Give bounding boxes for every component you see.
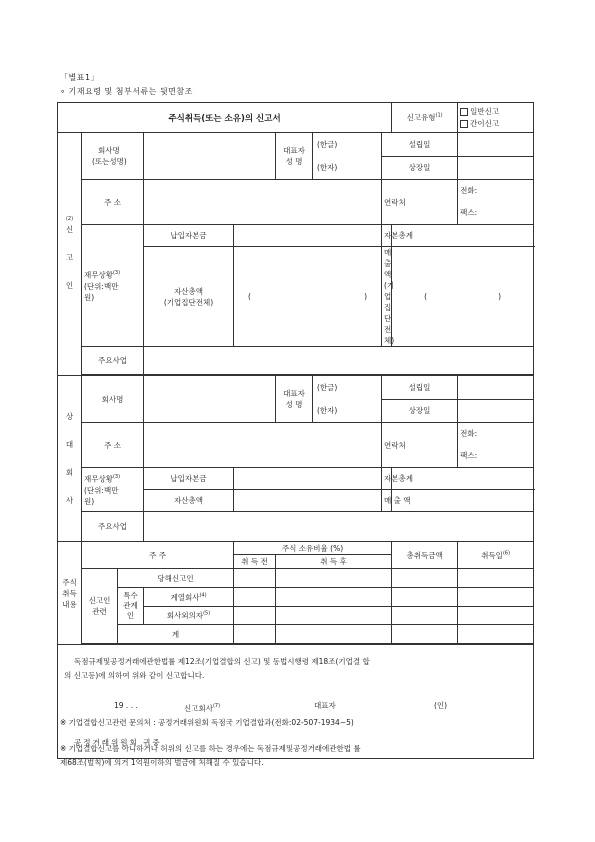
declaration-reporter: 신고회사(7) — [184, 703, 221, 713]
counterparty-rep-hanja[interactable]: (한자) — [317, 406, 338, 415]
reporter-financial-label: 재무상황$^{(3)}$ (단위:백만 원) — [82, 225, 144, 347]
general-report-option[interactable]: 일반신고 — [460, 106, 531, 118]
counterparty-company-name-label: 회사명 — [82, 376, 144, 423]
form-number: 「별표1」 — [60, 73, 100, 82]
counterparty-rep-korean[interactable]: (한글) — [317, 383, 338, 392]
reporter-phone-label: 전화: — [460, 186, 478, 195]
reporter-total-assets-field[interactable]: ( ) — [234, 247, 382, 347]
counterparty-founded-label: 설립일 — [382, 376, 458, 400]
total-before-field[interactable] — [234, 625, 276, 644]
counterparty-fax-label: 팩스: — [460, 451, 478, 460]
reporter-founded-label: 설립일 — [382, 133, 458, 157]
special-relation-label: 특수 관계 인 — [118, 588, 144, 625]
reporter-total-capital-label: 자본총계 — [382, 225, 392, 247]
non-affiliate-label: 회사외의자$^{(5)}$ — [144, 607, 234, 625]
counterparty-company-name-field[interactable] — [144, 376, 276, 423]
counterparty-paid-capital-label: 납입자본금 — [144, 468, 234, 490]
counterparty-business-label: 주요사업 — [82, 512, 144, 542]
counterparty-listed-label: 상장일 — [382, 399, 458, 423]
counterparty-section-label: 상 대 회 사 — [58, 376, 82, 542]
after-acquisition-header: 취 득 후 — [276, 555, 392, 569]
counterparty-financial-label: 재무상황$^{(3)}$ (단위:백만 원) — [82, 468, 144, 512]
reporter-address-label: 주 소 — [82, 180, 144, 225]
simple-report-option[interactable]: 간이신고 — [460, 118, 531, 130]
ownership-ratio-header: 주식 소유비율 (%) — [234, 542, 392, 555]
penalty-note-line-1: ※ 기업결합신고를 아니하거나 허위의 신고를 하는 경우에는 독점규제및공정거래에관한법 률 — [60, 744, 361, 753]
reporter-contact-field[interactable] — [458, 180, 534, 225]
counterparty-total-capital-label: 자본총계 — [382, 468, 392, 490]
recipient: 공정거래위원회 귀중 — [74, 737, 162, 747]
counterparty-address-field[interactable] — [144, 423, 382, 468]
penalty-note-line-2: 제68조(벌칙)에 의거 1억원이하의 벌금에 처해질 수 있습니다. — [60, 758, 264, 767]
simple-report-checkbox[interactable] — [460, 120, 468, 128]
reporter-listed-field[interactable] — [458, 156, 534, 180]
counterparty-paid-capital-field[interactable] — [234, 468, 382, 490]
reporter-rep-korean[interactable]: (한글) — [317, 140, 338, 149]
shareholder-header: 주 주 — [82, 542, 234, 569]
reporter-contact-label: 연락처 — [382, 180, 458, 225]
reporter-paid-capital-field[interactable] — [234, 225, 382, 247]
seal-mark: (인) — [434, 701, 448, 710]
reporter-founded-field[interactable] — [458, 133, 534, 157]
non-affiliate-date-field[interactable] — [458, 607, 534, 625]
counterparty-sales-field[interactable] — [392, 490, 534, 512]
reporter-related-label: 신고인 관련 — [82, 569, 118, 644]
counterparty-contact-label: 연락처 — [382, 423, 458, 468]
counterparty-rep-cell — [276, 376, 382, 423]
counterparty-rep-label: 대표자 — [283, 389, 305, 398]
affiliate-date-field[interactable] — [458, 588, 534, 607]
this-company-label: 당해신고인 — [118, 569, 234, 588]
acquisition-date-header: 취득일$^{(6)}$ — [458, 542, 534, 569]
affiliate-after-field[interactable] — [276, 588, 392, 607]
non-affiliate-after-field[interactable] — [276, 607, 392, 625]
total-date-field[interactable] — [458, 625, 534, 644]
counterparty-founded-field[interactable] — [458, 376, 534, 400]
reporter-rep-name-label: 성 명 — [285, 157, 303, 166]
instruction-text: ∘ 기재요령 및 첨부서류는 뒷면참조 — [60, 87, 193, 96]
total-after-field[interactable] — [276, 625, 392, 644]
before-acquisition-header: 취 득 전 — [234, 555, 276, 569]
affiliate-before-field[interactable] — [234, 588, 276, 607]
this-company-before-field[interactable] — [234, 569, 276, 588]
counterparty-total-assets-field[interactable] — [234, 490, 382, 512]
counterparty-business-field[interactable] — [144, 512, 534, 542]
signature-line — [64, 699, 527, 716]
counterparty-sales-label: 매 출 액 — [382, 490, 392, 512]
affiliate-label: 계열회사$^{(4)}$ — [144, 588, 234, 607]
this-company-amount-field[interactable] — [392, 569, 458, 588]
reporter-rep-cell — [276, 133, 382, 180]
counterparty-listed-field[interactable] — [458, 399, 534, 423]
declaration-line-1: 독점규제및공정거래에관한법률 제12조(기업결합의 신고) 및 동법시행령 제18조(기업결 합 — [74, 657, 370, 666]
counterparty-address-label: 주 소 — [82, 423, 144, 468]
counterparty-contact-field[interactable] — [458, 423, 534, 468]
reporter-sales-field[interactable]: ( ) — [392, 247, 534, 347]
counterparty-phone-label: 전화: — [460, 429, 478, 438]
reporter-company-name-field[interactable] — [144, 133, 276, 180]
declaration-representative: 대표자 — [314, 701, 336, 710]
reporter-rep-hanja[interactable]: (한자) — [317, 163, 338, 172]
total-amount-field[interactable] — [392, 625, 458, 644]
this-company-date-field[interactable] — [458, 569, 534, 588]
reporter-company-name-label: 회사명 (또는성명) — [82, 133, 144, 180]
reporter-business-field[interactable] — [144, 347, 534, 375]
general-report-checkbox[interactable] — [460, 108, 468, 116]
report-type-options — [458, 103, 534, 133]
report-form-table — [57, 102, 534, 759]
counterparty-total-assets-label: 자산총액 — [144, 490, 234, 512]
reporter-listed-label: 상장일 — [382, 156, 458, 180]
reporter-total-assets-label: 자산총액 (기업집단전체) — [144, 247, 234, 347]
reporter-address-field[interactable] — [144, 180, 382, 225]
reporter-sales-label: 매 출 액 (기업집단전체) — [382, 247, 392, 347]
report-type-label: 신고유형$^{(1)}$ — [392, 103, 458, 133]
declaration-date[interactable]: 19 . . . — [114, 701, 138, 710]
total-amount-header: 총취득금액 — [392, 542, 458, 569]
reporter-business-label: 주요사업 — [82, 347, 144, 375]
this-company-after-field[interactable] — [276, 569, 392, 588]
reporter-paid-capital-label: 납입자본금 — [144, 225, 234, 247]
acquisition-section-label: 주식 취득 내용 — [58, 542, 82, 645]
reporter-fax-label: 팩스: — [460, 208, 478, 217]
form-title: 주식취득(또는 소유)의 신고서 — [58, 103, 392, 133]
reporter-section-label: (2) 신 고 인 — [58, 133, 82, 376]
counterparty-rep-name-label: 성 명 — [285, 400, 303, 409]
reporter-rep-label: 대표자 — [283, 146, 305, 155]
inquiry-note: ※ 기업결합신고관련 문의처 : 공정거래위원회 독점국 기업결합과(전화:02-507-1934∼5) — [60, 718, 354, 727]
declaration-line-2: 의 신고등)에 의하여 위와 같이 신고합니다. — [64, 671, 205, 680]
non-affiliate-amount-field[interactable] — [392, 607, 458, 625]
non-affiliate-before-field[interactable] — [234, 607, 276, 625]
total-row-label: 계 — [118, 625, 234, 644]
affiliate-amount-field[interactable] — [392, 588, 458, 607]
